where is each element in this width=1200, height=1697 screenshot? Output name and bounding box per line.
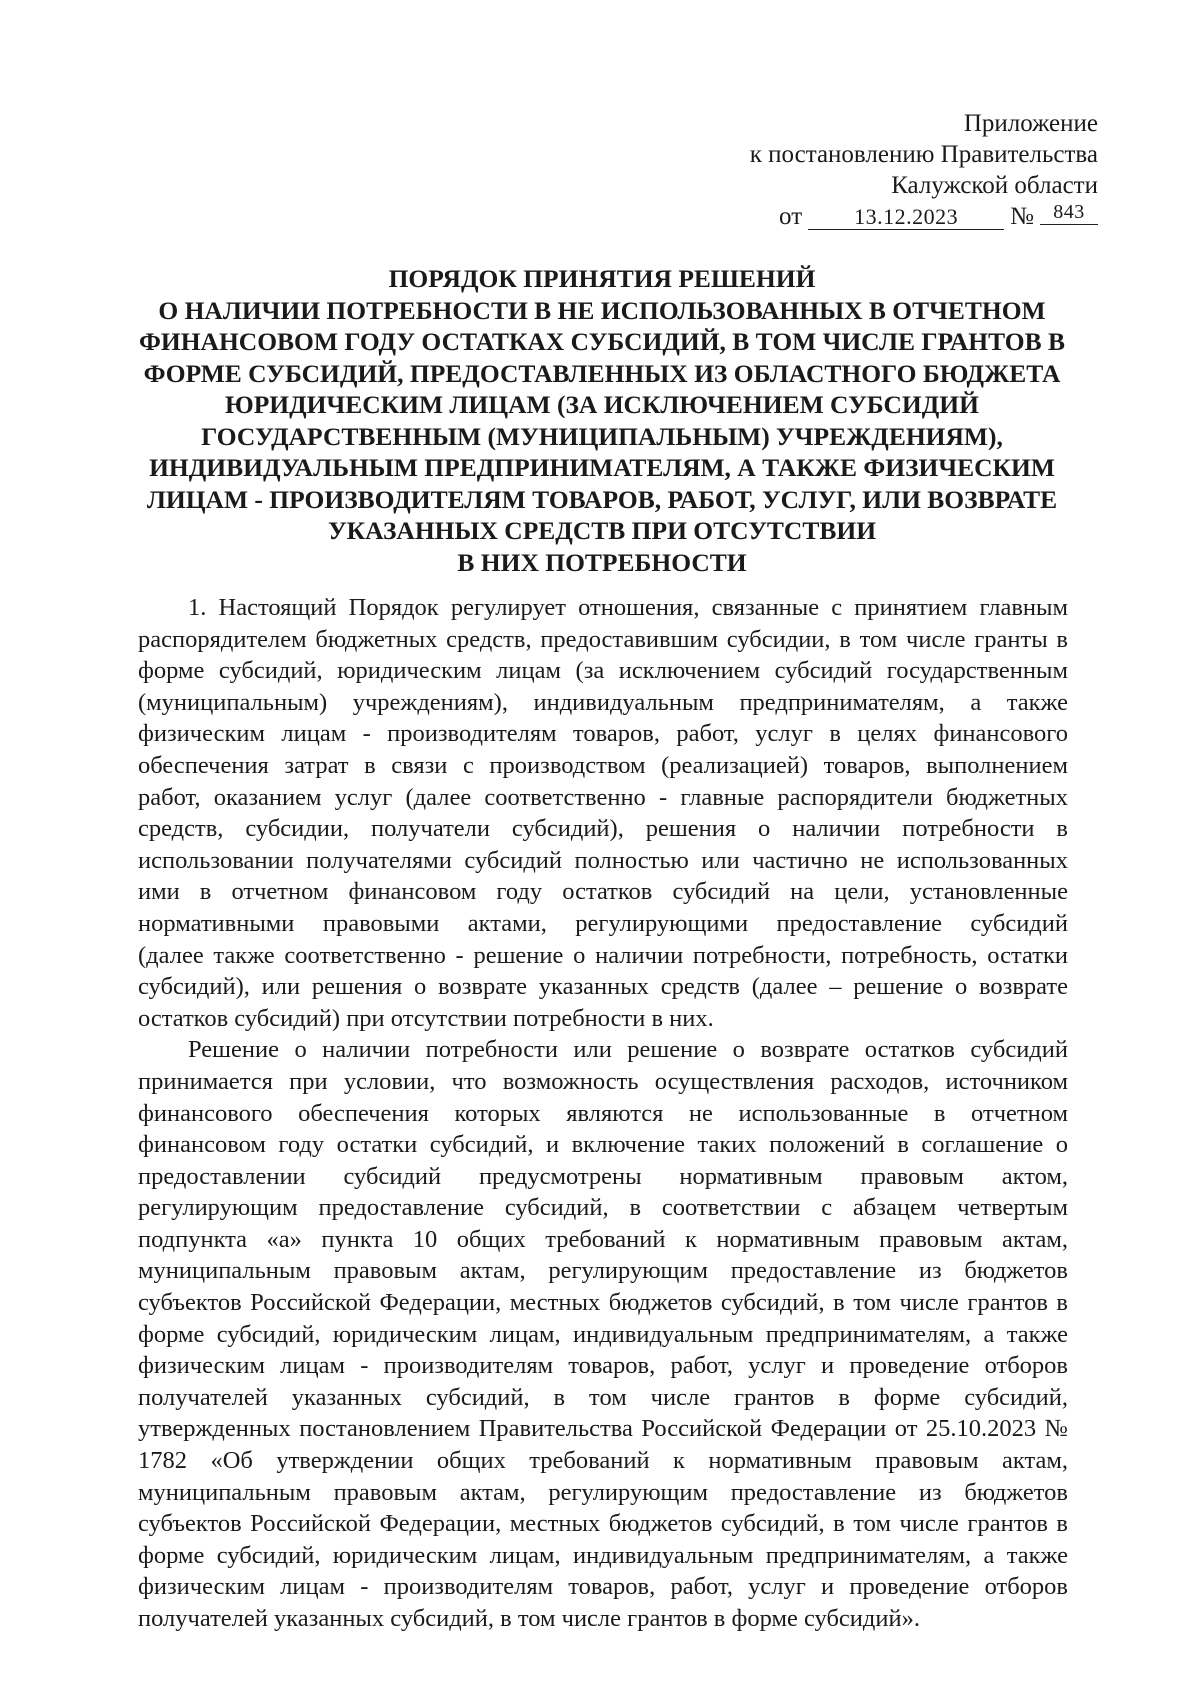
paragraph-line: форме субсидий, юридическим лицам, индивидуальным предпринимателям, а также xyxy=(138,1541,1068,1569)
paragraph-line: муниципальным правовым актам, регулирующим предоставление из бюджетов xyxy=(138,1478,1068,1506)
number-sign: № xyxy=(1010,203,1034,230)
document-body xyxy=(138,592,1068,1635)
paragraph-2 xyxy=(138,1034,1068,1634)
title-line: О НАЛИЧИИ ПОТРЕБНОСТИ В НЕ ИСПОЛЬЗОВАННЫХ В ОТЧЕТНОМ xyxy=(158,295,1046,325)
document-title xyxy=(130,263,1074,578)
paragraph-line: 1782 «Об утверждении общих требований к нормативным правовым актам, xyxy=(138,1447,1068,1475)
paragraph-line: нормативными правовыми актами, регулирующими предоставление субсидий xyxy=(138,909,1068,937)
paragraph-line: утвержденных постановлением Правительства Российской Федерации от 25.10.2023 № xyxy=(138,1415,1068,1443)
title-line: ПОРЯДОК ПРИНЯТИЯ РЕШЕНИЙ xyxy=(388,264,816,293)
document-number: 843 xyxy=(1040,200,1098,225)
paragraph-line: физическим лицам - производителям товаров, работ, услуг в целях финансового xyxy=(138,720,1068,748)
appendix-date-line xyxy=(750,201,1098,232)
paragraph-line: получателей указанных субсидий, в том числе грантов в форме субсидий, xyxy=(138,1383,1068,1411)
paragraph-1 xyxy=(138,592,1068,1034)
paragraph-line: финансовом году остатки субсидий, и включение таких положений в соглашение о xyxy=(138,1131,1068,1159)
paragraph-line: (далее также соответственно - решение о наличии потребности, потребность, остатки xyxy=(138,941,1068,969)
title-line: ГОСУДАРСТВЕННЫМ (МУНИЦИПАЛЬНЫМ) УЧРЕЖДЕНИЯМ), xyxy=(201,421,1003,451)
paragraph-line: 1. Настоящий Порядок регулирует отношения, связанные с принятием главным xyxy=(188,594,1068,621)
paragraph-line: субсидий), или решения о возврате указанных средств (далее – решение о возврате xyxy=(138,973,1068,1001)
paragraph-line: принимается при условии, что возможность осуществления расходов, источником xyxy=(138,1067,1068,1095)
paragraph-line: обеспечения затрат в связи с производством (реализацией) товаров, выполнением xyxy=(138,751,1068,779)
title-line: ИНДИВИДУАЛЬНЫМ ПРЕДПРИНИМАТЕЛЯМ, А ТАКЖЕ ФИЗИЧЕСКИМ xyxy=(149,453,1055,482)
title-line: ФОРМЕ СУБСИДИЙ, ПРЕДОСТАВЛЕННЫХ ИЗ ОБЛАСТНОГО БЮДЖЕТА xyxy=(143,358,1061,388)
paragraph-line: Решение о наличии потребности или решение о возврате остатков субсидий xyxy=(188,1036,1068,1064)
paragraph-line: физическим лицам - производителям товаров, работ, услуг и проведение отборов xyxy=(138,1573,1068,1601)
paragraph-line: субъектов Российской Федерации, местных бюджетов субсидий, в том числе грантов в xyxy=(138,1510,1068,1538)
appendix-resolution-ref: к постановлению Правительства xyxy=(749,141,1098,168)
paragraph-line: (муниципальным) учреждениям), индивидуальным предпринимателям, а также xyxy=(138,688,1068,716)
title-line: УКАЗАННЫХ СРЕДСТВ ПРИ ОТСУТСТВИИ xyxy=(327,516,877,545)
appendix-region: Калужской области xyxy=(891,172,1098,199)
appendix-label: Приложение xyxy=(963,110,1098,137)
paragraph-line: форме субсидий, юридическим лицам (за исключением субсидий государственным xyxy=(138,657,1068,685)
paragraph-line: средств, субсидии, получатели субсидий), решения о наличии потребности в xyxy=(138,815,1068,843)
paragraph-line: ими в отчетном финансовом году остатков субсидий на цели, установленные xyxy=(138,878,1068,906)
title-line: ЮРИДИЧЕСКИМ ЛИЦАМ (ЗА ИСКЛЮЧЕНИЕМ СУБСИДИЙ xyxy=(225,390,979,419)
paragraph-line: подпункта «а» пункта 10 общих требований к нормативным правовым актам, xyxy=(138,1225,1068,1253)
paragraph-line: физическим лицам - производителям товаров, работ, услуг и проведение отборов xyxy=(138,1352,1068,1380)
paragraph-line: форме субсидий, юридическим лицам, индивидуальным предпринимателям, а также xyxy=(138,1320,1068,1348)
paragraph-line: субъектов Российской Федерации, местных бюджетов субсидий, в том числе грантов в xyxy=(138,1289,1068,1317)
paragraph-line: работ, оказанием услуг (далее соответственно - главные распорядители бюджетных xyxy=(138,783,1068,811)
title-line: В НИХ ПОТРЕБНОСТИ xyxy=(457,547,747,577)
paragraph-line: предоставлении субсидий предусмотрены нормативным правовым актом, xyxy=(138,1162,1068,1190)
paragraph-line: регулирующим предоставление субсидий, в соответствии с абзацем четвертым xyxy=(138,1194,1068,1222)
title-line: ЛИЦАМ - ПРОИЗВОДИТЕЛЯМ ТОВАРОВ, РАБОТ, УСЛУГ, ИЛИ ВОЗВРАТЕ xyxy=(146,484,1058,514)
paragraph-line: использовании получателями субсидий полностью или частично не использованных xyxy=(138,846,1068,874)
paragraph-line: получателей указанных субсидий, в том числе грантов в форме субсидий». xyxy=(138,1605,920,1632)
date-value: 13.12.2023 xyxy=(808,205,1004,230)
date-prefix: от xyxy=(779,203,803,230)
paragraph-line: остатков субсидий) при отсутствии потребности в них. xyxy=(138,1004,714,1032)
title-line: ФИНАНСОВОМ ГОДУ ОСТАТКАХ СУБСИДИЙ, В ТОМ ЧИСЛЕ ГРАНТОВ В xyxy=(138,327,1066,356)
paragraph-line: финансового обеспечения которых являются не использованные в отчетном xyxy=(138,1099,1068,1127)
appendix-header xyxy=(750,108,1098,232)
paragraph-line: муниципальным правовым актам, регулирующим предоставление из бюджетов xyxy=(138,1257,1068,1285)
paragraph-line: распорядителем бюджетных средств, предоставившим субсидии, в том числе гранты в xyxy=(138,625,1068,653)
